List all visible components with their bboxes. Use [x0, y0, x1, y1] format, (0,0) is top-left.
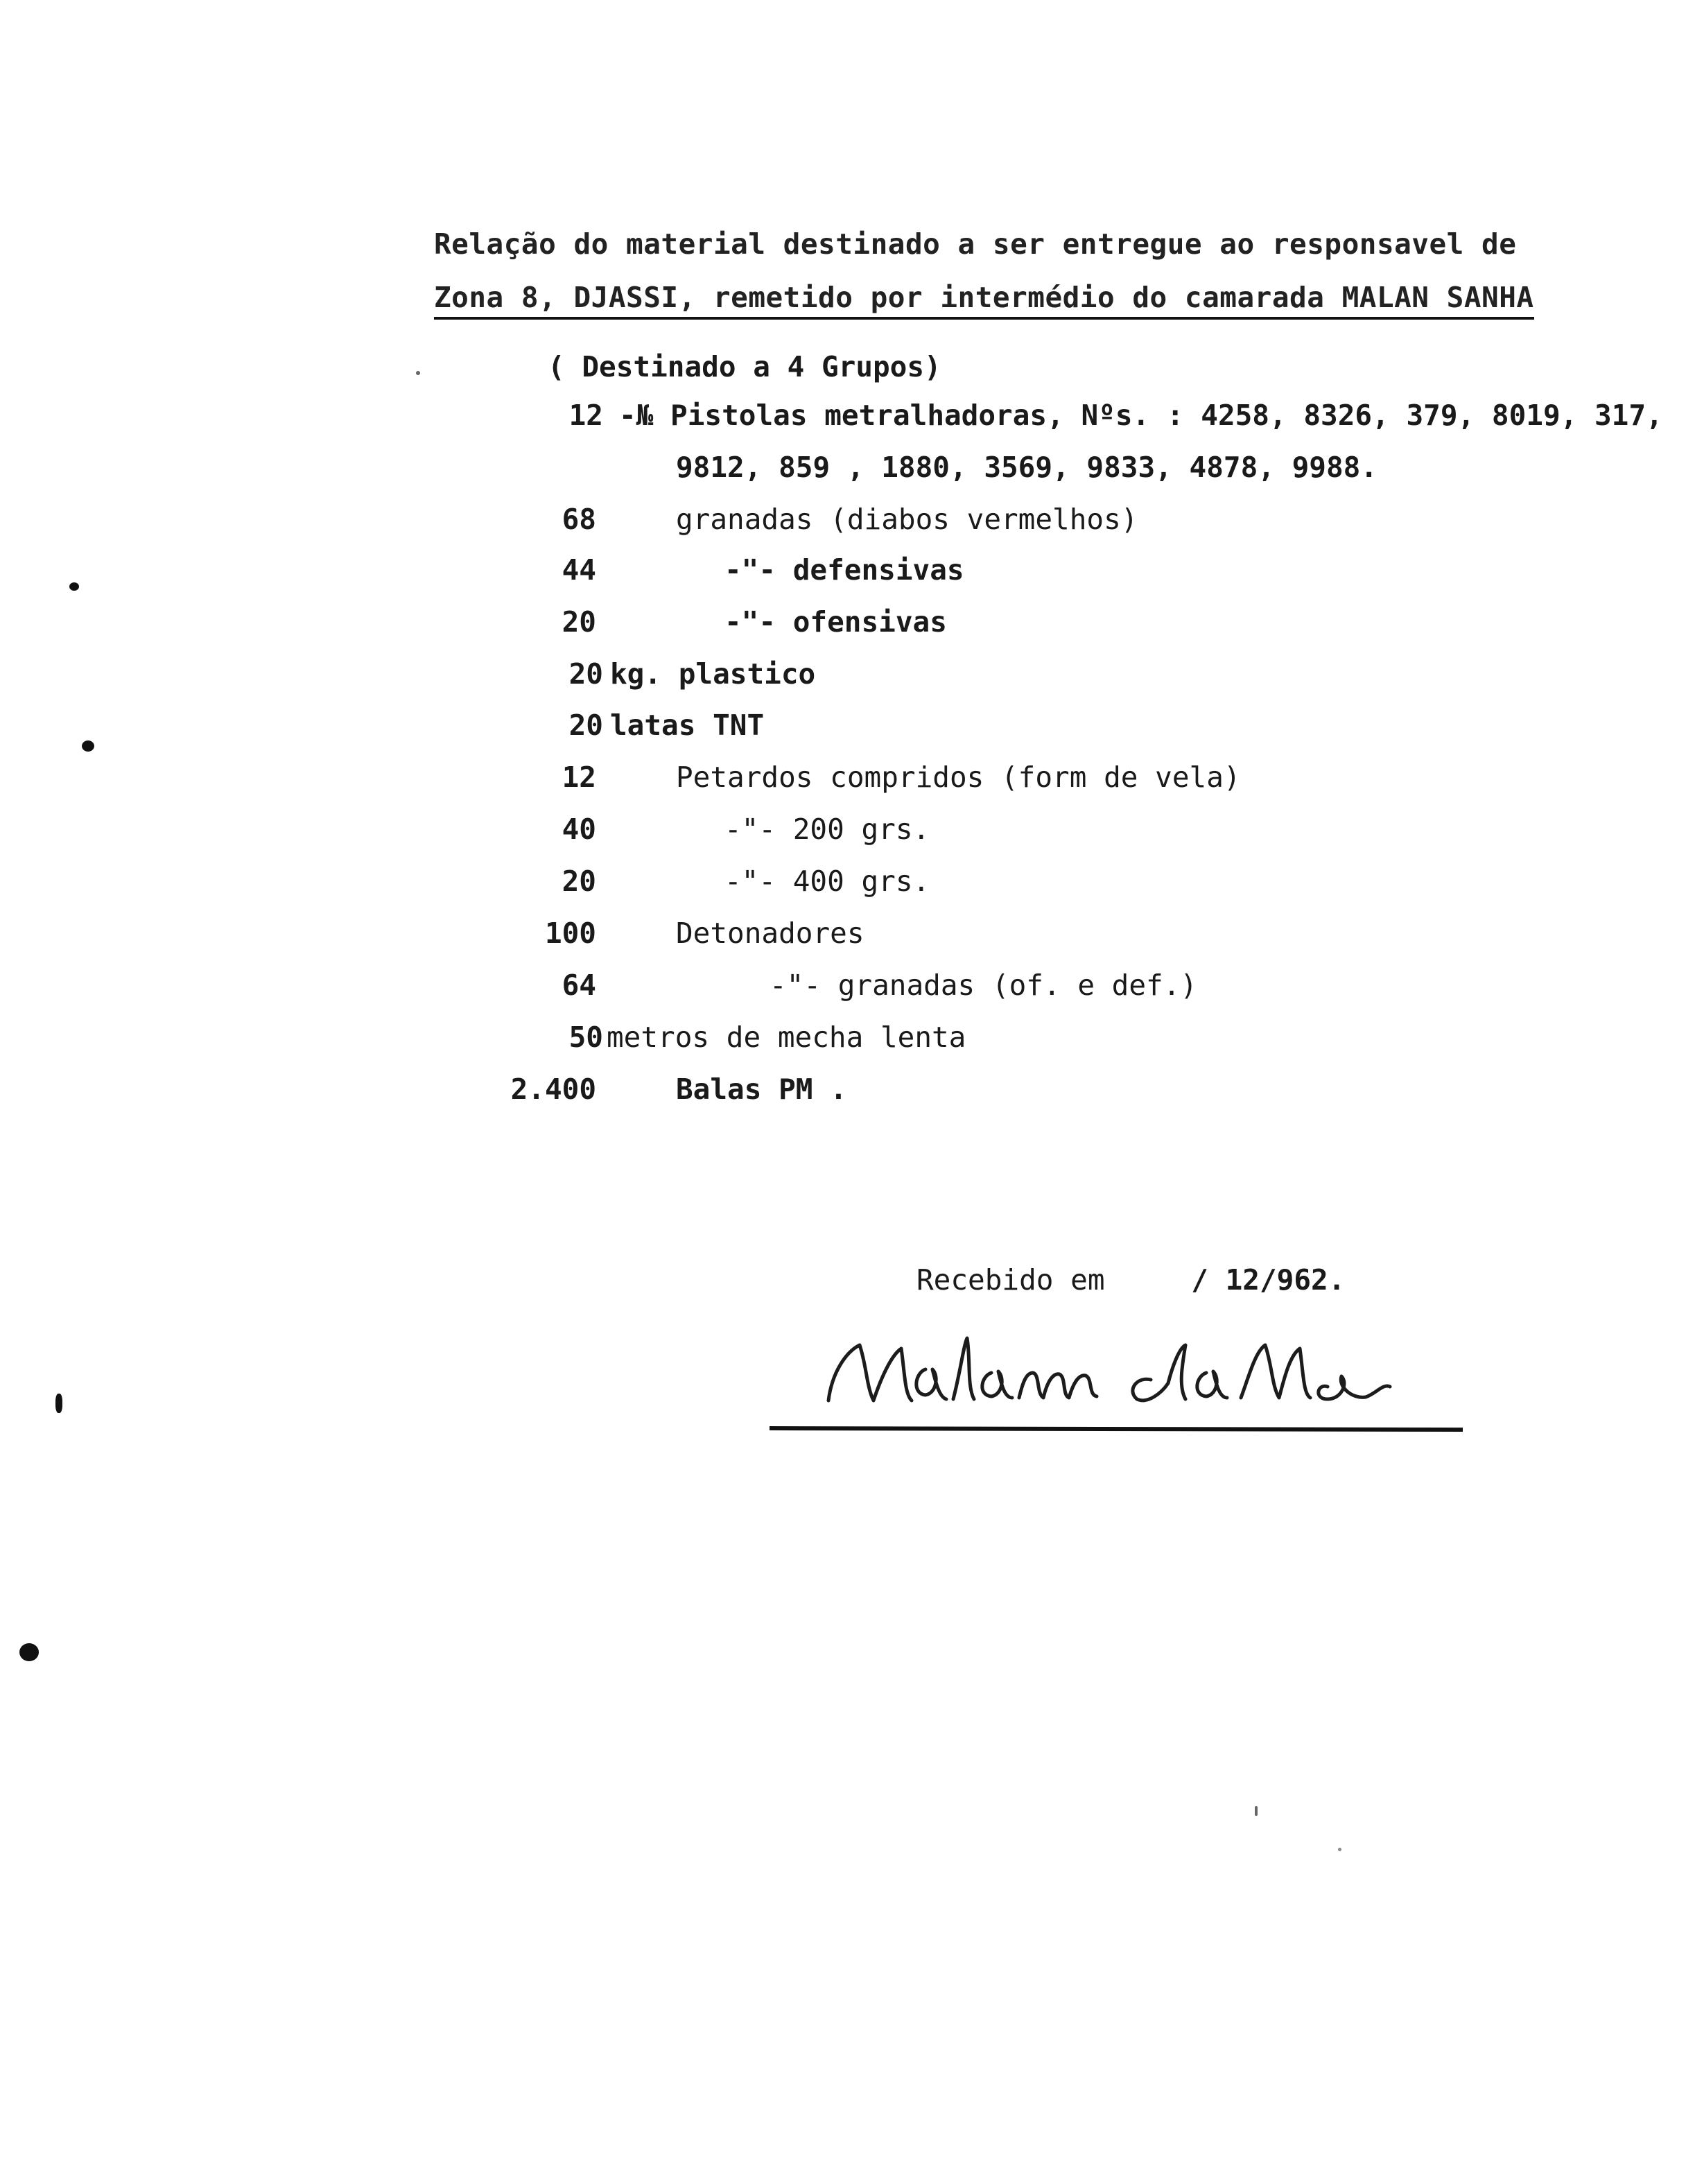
- received-line: [916, 1263, 1345, 1297]
- item-description: -"- 400 grs.: [724, 865, 930, 898]
- item-quantity: 50: [568, 1021, 603, 1054]
- item-description: -"- defensivas: [724, 553, 964, 587]
- item-description: metros de mecha lenta: [607, 1021, 966, 1054]
- destination-note: ( Destinado a 4 Grupos): [548, 350, 941, 383]
- item-description: kg. plastico: [610, 657, 816, 691]
- item-quantity: 64: [562, 969, 596, 1002]
- item-quantity: 20: [568, 657, 603, 691]
- scan-speck: [55, 1394, 62, 1413]
- item-quantity: 20: [562, 865, 596, 898]
- item-quantity: 100: [544, 917, 596, 950]
- item-quantity: 40: [562, 813, 596, 846]
- signature-drawing: [763, 1317, 1470, 1442]
- scan-speck: [19, 1643, 39, 1661]
- item-description: -"- ofensivas: [724, 605, 947, 639]
- scan-speck: [1338, 1848, 1341, 1851]
- received-label: Recebido em: [916, 1263, 1105, 1297]
- item-description: Detonadores: [676, 917, 864, 950]
- item-quantity: 12: [568, 399, 603, 432]
- scan-speck: [69, 582, 79, 591]
- item-description: -"- 200 grs.: [724, 813, 930, 846]
- item-quantity: 2.400: [510, 1073, 596, 1106]
- item-description: Petardos compridos (form de vela): [676, 761, 1241, 794]
- scan-speck: [82, 740, 94, 752]
- scan-speck: [416, 371, 420, 375]
- item-description: Balas PM .: [676, 1073, 847, 1106]
- received-date: / 12/962.: [1191, 1263, 1346, 1297]
- document-title-line-1: Relação do material destinado a ser entregue ao responsavel de: [434, 227, 1517, 261]
- item-description: -№ Pistolas metralhadoras, Nºs. : 4258, 8326, 379, 8019, 317,: [619, 399, 1663, 432]
- signature: [763, 1317, 1470, 1442]
- item-quantity: 68: [562, 503, 596, 536]
- scan-speck: [1255, 1806, 1258, 1816]
- item-quantity: 44: [562, 553, 596, 587]
- document-title-line-2: Zona 8, DJASSI, remetido por intermédio do camarada MALAN SANHA: [434, 281, 1534, 320]
- item-description: granadas (diabos vermelhos): [676, 503, 1138, 536]
- item-description: -"- granadas (of. e def.): [770, 969, 1198, 1002]
- item-description: 9812, 859 , 1880, 3569, 9833, 4878, 9988.: [676, 451, 1378, 484]
- item-description: latas TNT: [610, 709, 765, 742]
- item-quantity: 12: [562, 761, 596, 794]
- item-quantity: 20: [562, 605, 596, 639]
- item-quantity: 20: [568, 709, 603, 742]
